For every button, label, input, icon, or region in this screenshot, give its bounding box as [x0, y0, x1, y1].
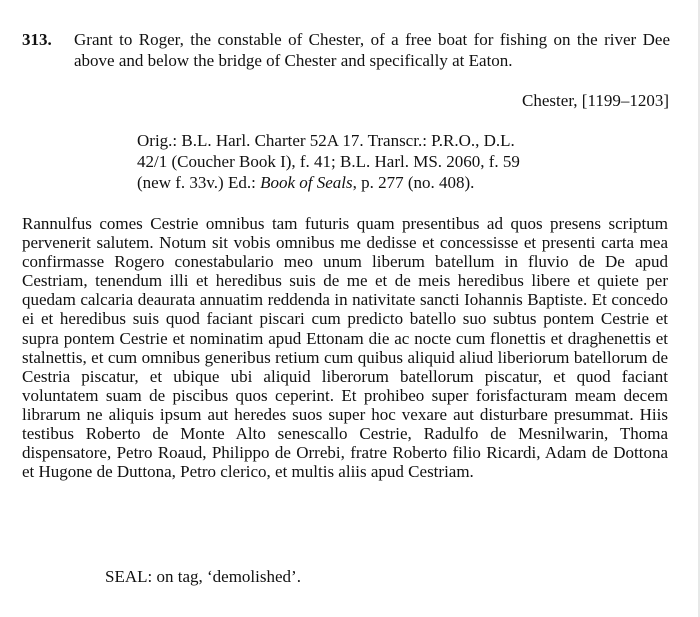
entry-title: Grant to Roger, the constable of Chester, of a free boat for fishing on the river Dee above and below the bridge of Chester and specifically at Eaton. — [74, 30, 670, 70]
source-line-3-suffix: , p. 277 (no. 408). — [352, 173, 475, 192]
source-line-1: Orig.: B.L. Harl. Charter 52A 17. Transcr.: P.R.O., D.L. — [137, 131, 515, 150]
entry-number: 313. — [22, 30, 52, 49]
charter-text: Rannulfus comes Cestrie omnibus tam futuris quam presentibus ad quos presens scriptum pervenerit salutem. Notum sit vobis omnibus me dedisse et concessisse et presenti carta mea confirmasse Rogero conestabulario meo unum liberum batellum in fluvio de De apud Cestriam, tenendum illi et heredibus suis de me et de meis heredibus libere et quiete per quedam calcaria deaurata annuatim reddenda in nativitate sancti Iohannis Baptiste. Et concedo ei et heredibus suis quod faciant piscari cum predicto batello suo subtus pontem Cestrie et supra pontem Cestrie et nominatim apud Ettonam die ac nocte cum flonettis et draghenettis et stalnettis, et cum omnibus generibus retium cum quibus aliquid aliud liberiorum batellorum de Cestria piscatur, et ubique ubi aliquid liberorum batellorum piscatur, et quod faciant voluntatem suam de piscibus quos ceperint. Et prohibeo super forisfacturam meam decem librarum ne aliquis ipsum aut heredes suos super hoc vexare aut disturbare presummat. Hiis testibus Roberto de Monte Alto senescallo Cestrie, Radulfo de Mesnilwarin, Thoma dispensatore, Petro Roaud, Philippo de Orrebi, fratre Roberto filio Ricardi, Adam de Dottona et Hugone de Duttona, Petro clerico, et multis aliis apud Cestriam. — [22, 214, 668, 482]
source-citations — [137, 130, 607, 193]
source-line-3-prefix: (new f. 33v.) Ed.: — [137, 173, 261, 192]
source-line-2: 42/1 (Coucher Book I), f. 41; B.L. Harl. MS. 2060, f. 59 — [137, 152, 520, 171]
source-line-3 — [137, 172, 607, 193]
entry-header — [22, 29, 670, 71]
book-title: Book of Seals — [260, 173, 353, 192]
place-date: Chester, [1199–1203] — [522, 91, 669, 110]
seal-note: SEAL: on tag, ‘demolished’. — [105, 567, 301, 586]
